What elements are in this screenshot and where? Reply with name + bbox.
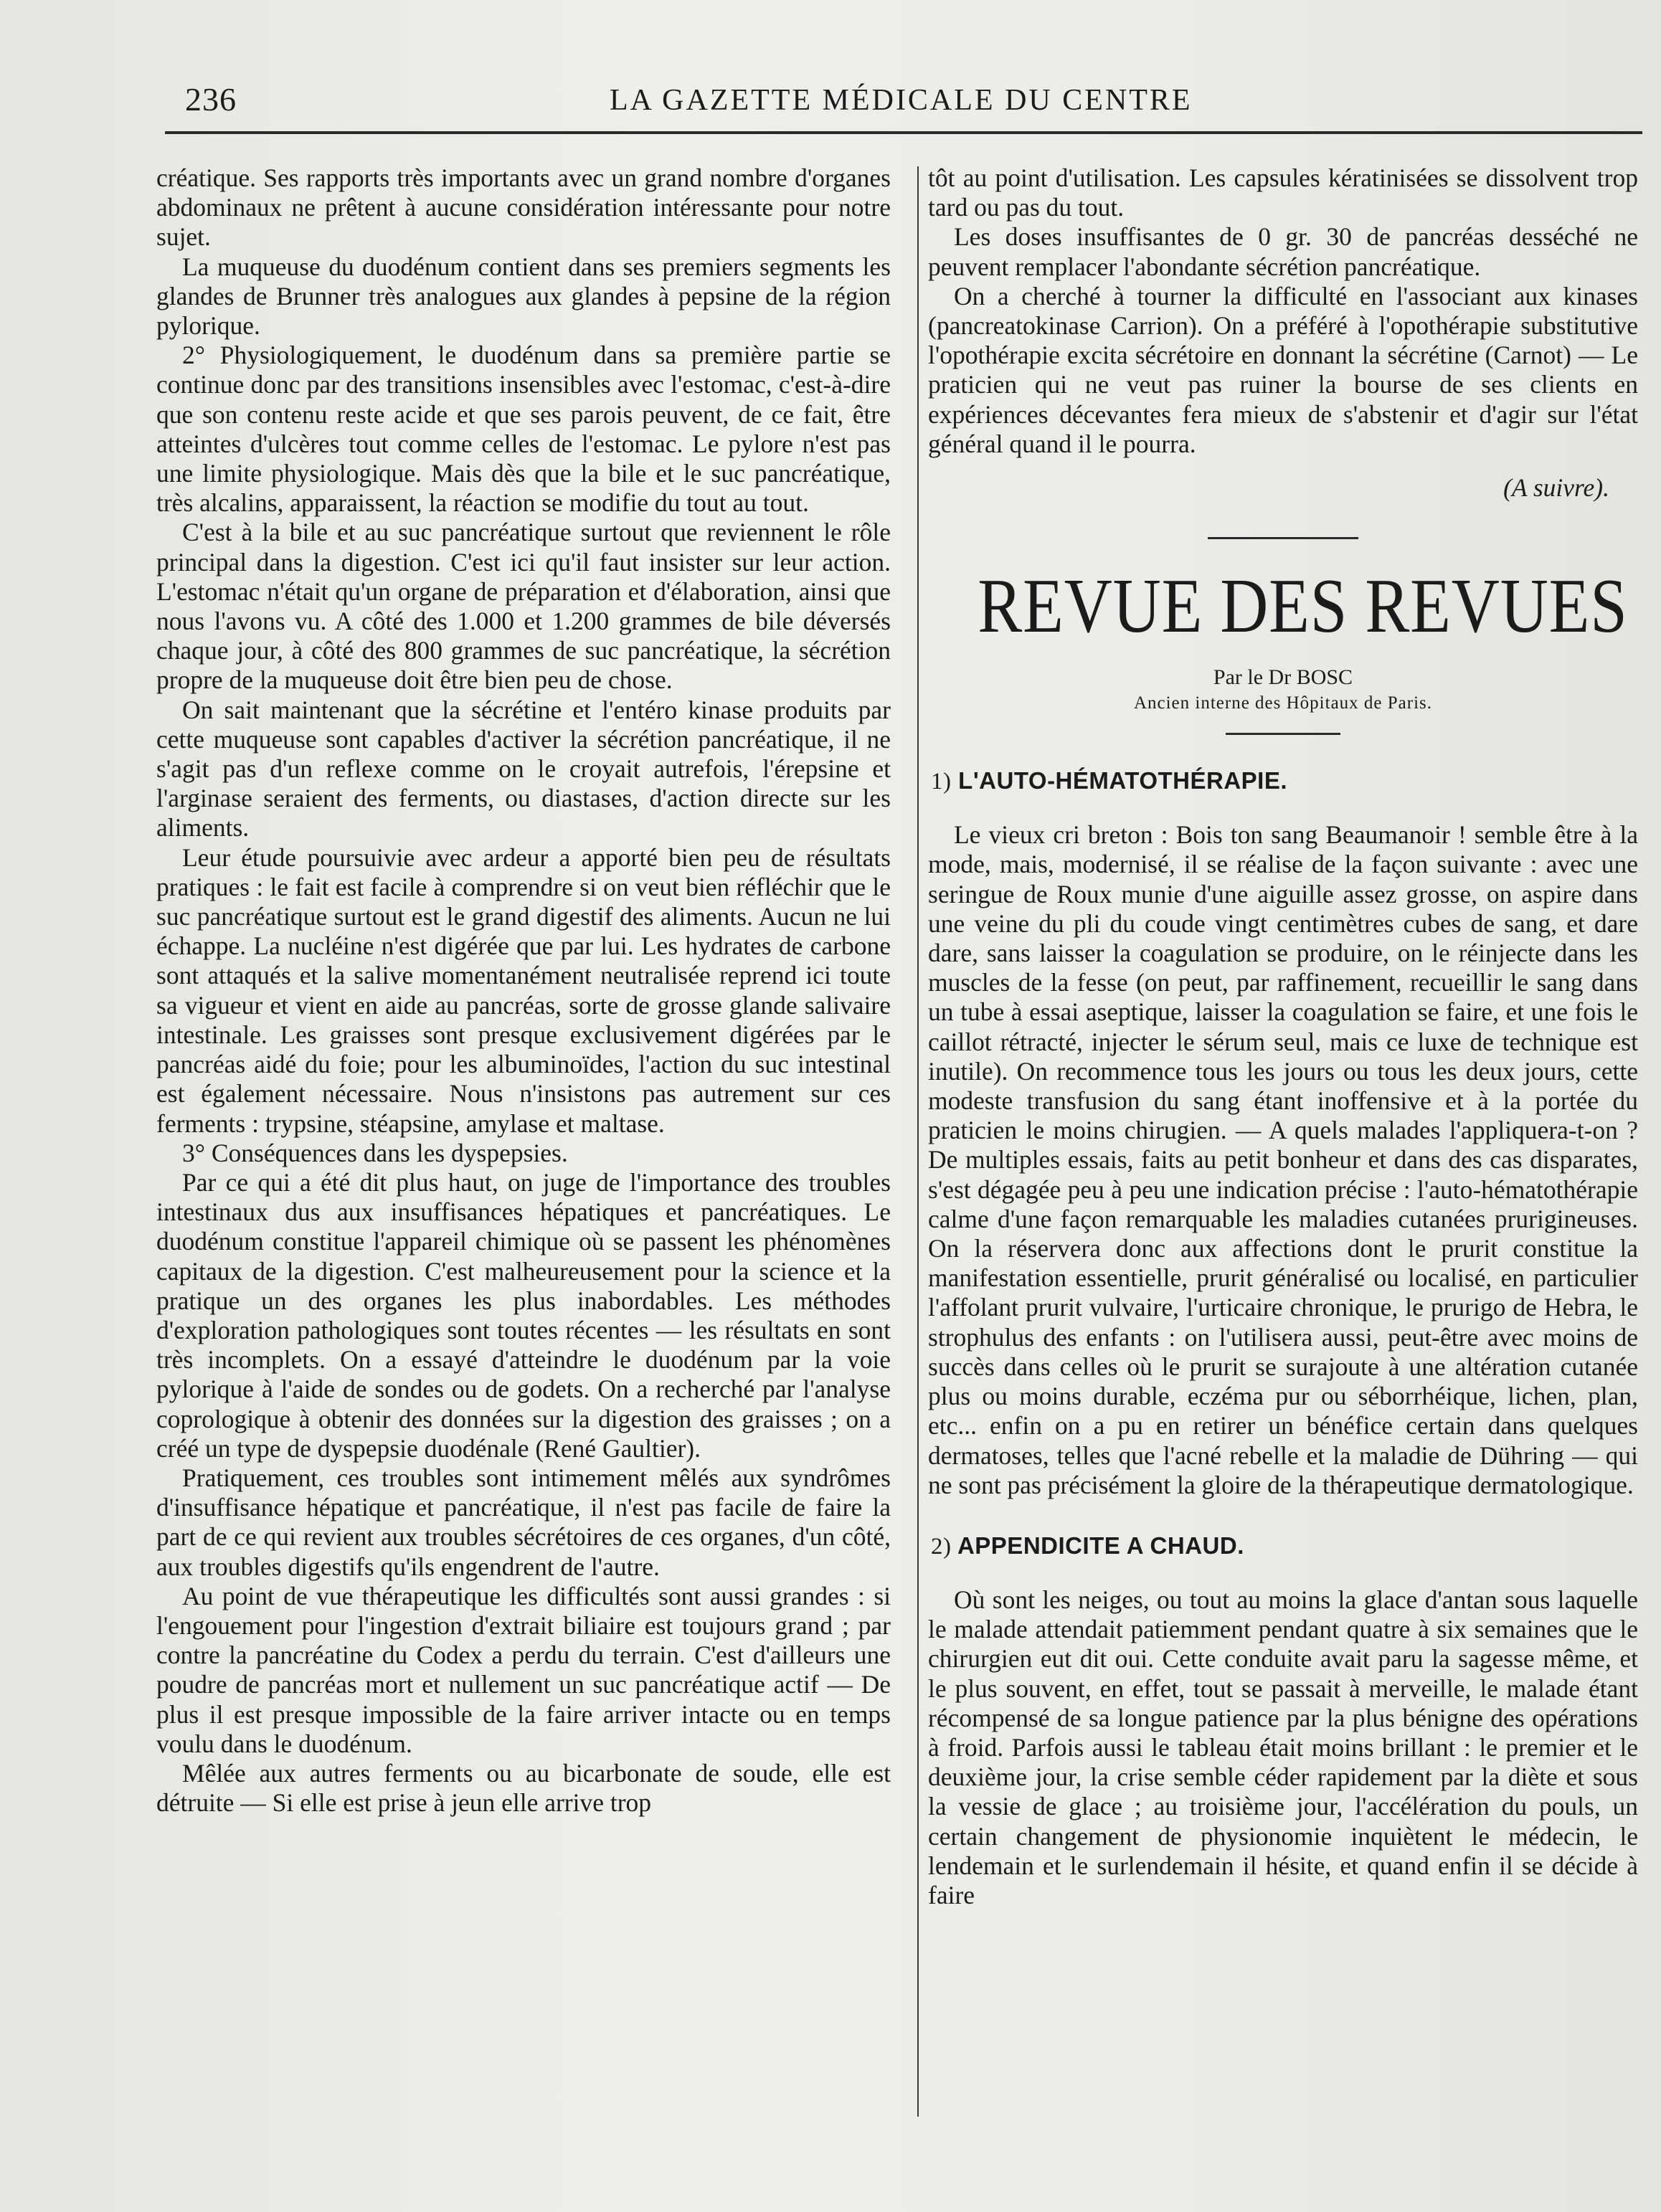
page-header	[165, 80, 1642, 123]
section-rule	[1208, 537, 1358, 539]
section-heading-1	[931, 766, 1638, 796]
section-number: 1)	[931, 769, 952, 795]
paragraph: Où sont les neiges, ou tout au moins la glace d'antan sous laquelle le malade attendait patiemment pendant quatre à six semaines que le chirurgien eut dit oui. Cette conduite avait paru la sagesse même, et le plus souvent, en effet, tout se passait à merveille, le malade étant récompensé de sa longue patience par la plus bénigne des opérations à froid. Parfois aussi le tableau était moins brillant : le premier et le deuxième jour, la crise semble céder rapidement par la diète et sous la vessie de glace ; au troisième jour, l'accélération du pouls, un certain changement de physionomie inquiètent le médecin, le lendemain et le surlendemain il hésite, et quand enfin il se décide à faire	[928, 1585, 1638, 1909]
section-heading-2	[931, 1532, 1638, 1561]
section-number: 2)	[931, 1533, 952, 1560]
paragraph: Leur étude poursuivie avec ardeur a apporté bien peu de résultats pratiques : le fait est facile à comprendre si on veut bien réfléchir que le suc pancréatique surtout est le grand digestif des aliments. Aucun ne lui échappe. La nucléine n'est digérée que par lui. Les hydrates de carbone sont attaqués et la salive momentanément neutralisée reprend ici toute sa vigueur et vient en aide au pancréas, sorte de grosse glande salivaire intestinale. Les graisses sont presque exclusivement digérées par le pancréas aidé du foie; pour les albuminoïdes, l'action du suc intestinal est également nécessaire. Nous n'insistons pas autrement sur ces ferments : trypsine, stéapsine, amylase et maltase.	[156, 842, 891, 1138]
byline: Par le Dr BOSC	[1213, 665, 1353, 690]
section-title: L'AUTO-HÉMATOTHÉRAPIE.	[958, 767, 1288, 794]
column-divider	[917, 166, 919, 2117]
subsection-heading: 3° Conséquences dans les dyspepsies.	[182, 1138, 568, 1167]
paragraph: La muqueuse du duodénum contient dans ses premiers segments les glandes de Brunner très analogues aux glandes à pepsine de la région pylorique.	[156, 252, 891, 341]
section-title: APPENDICITE A CHAUD.	[957, 1532, 1244, 1559]
paragraph: Pratiquement, ces troubles sont intimement mêlés aux syndrômes d'insuffisance hépatique et pancréatique, il n'est pas facile de faire la part de ce qui revient aux troubles sécrétoires de ces organes, d'un côté, aux troubles digestifs qu'ils engendrent de l'autre.	[156, 1463, 891, 1581]
paragraph: On sait maintenant que la sécrétine et l'entéro kinase produits par cette muqueuse sont capables d'activer la sécrétion pancréatique, il ne s'agit pas d'un reflexe comme on le croyait autrefois, l'érepsine et l'arginase seraient des ferments, ou diastases, d'action directe sur les aliments.	[156, 695, 891, 842]
right-column	[928, 163, 1638, 1910]
page-number: 236	[185, 81, 237, 118]
paragraph: 2° Physiologiquement, le duodénum dans sa première partie se continue donc par des transitions insensibles avec l'estomac, c'est-à-dire que son contenu reste acide et que ses parois peuvent, de ce fait, être atteintes d'ulcères tout comme celles de l'estomac. Le pylore n'est pas une limite physiologique. Mais dès que la bile et le suc pancréatique, très alcalins, apparaissent, la réaction se modifie du tout au tout.	[156, 341, 891, 518]
running-title: LA GAZETTE MÉDICALE DU CENTRE	[610, 84, 1193, 117]
paragraph: tôt au point d'utilisation. Les capsules kératinisées se dissolvent trop tard ou pas du tout.	[928, 163, 1638, 222]
paragraph: On a cherché à tourner la difficulté en l'associant aux kinases (pancreatokinase Carrion). On a préféré à l'opothérapie substitutive l'opothérapie excita sécrétoire en donnant la sécrétine (Carnot) — Le praticien qui ne veut pas ruiner la bourse de ses clients en expériences décevantes fera mieux de s'abstenir et d'agir sur l'état général quand il le pourra.	[928, 281, 1638, 458]
author-affiliation: Ancien interne des Hôpitaux de Paris.	[1133, 693, 1433, 713]
to-follow-note: (A suivre).	[1503, 473, 1609, 503]
header-rule	[165, 131, 1642, 134]
paragraph: Au point de vue thérapeutique les difficultés sont aussi grandes : si l'engouement pour l'ingestion d'extrait biliaire est toujours grand ; par contre la pancréatine du Codex a perdu du terrain. C'est d'ailleurs une poudre de pancréas mort et nullement un suc pancréatique actif — De plus il est presque impossible de la faire arriver intacte ou en temps voulu dans le duodénum.	[156, 1581, 891, 1758]
review-title: REVUE DES REVUES	[978, 564, 1628, 650]
paragraph: Par ce qui a été dit plus haut, on juge de l'importance des troubles intestinaux dus aux insuffisances hépatiques et pancréatiques. Le duodénum constitue l'appareil chimique où se passent les phénomènes capitaux de la digestion. C'est malheureusement pour la science et la pratique un des organes les plus inabordables. Les méthodes d'exploration pathologiques sont toutes récentes — les résultats en sont très incomplets. On a essayé d'atteindre le duodénum par la voie pylorique à l'aide de sondes ou de godets. On a recherché par l'analyse coprologique à obtenir des données sur la digestion des graisses ; on a créé un type de dyspepsie duodénale (René Gaultier).	[156, 1167, 891, 1463]
byline-rule	[1226, 733, 1340, 735]
paragraph: Les doses insuffisantes de 0 gr. 30 de pancréas desséché ne peuvent remplacer l'abondante sécrétion pancréatique.	[928, 222, 1638, 281]
paragraph: Mêlée aux autres ferments ou au bicarbonate de soude, elle est détruite — Si elle est prise à jeun elle arrive trop	[156, 1758, 891, 1818]
paragraph: Le vieux cri breton : Bois ton sang Beaumanoir ! semble être à la mode, mais, modernisé, il se réalise de la façon suivante : avec une seringue de Roux munie d'une aiguille assez grosse, on aspire dans une veine du pli du coude vingt centimètres cubes de sang, et dare dare, sans laisser la coagulation se produire, on le réinjecte dans les muscles de la fesse (on peut, par raffinement, recueillir le sang dans un tube à essai aseptique, laisser la coagulation se faire, et une fois le caillot rétracté, injecter le sérum seul, mais ce luxe de technique est inutile). On recommence tous les jours ou tous les deux jours, cette modeste transfusion du sang étant inoffensive et à la portée du praticien le moins chirugien. — A quels malades l'appliquera-t-on ? De multiples essais, faits au petit bonheur et dans des cas disparates, s'est dégagée peu à peu une indication précise : l'auto-hématothérapie calme d'une façon remarquable les maladies cutanées prurigineuses. On la réservera donc aux affections dont le prurit constitue la manifestation essentielle, prurit généralisé ou localisé, en particulier l'affolant prurit vulvaire, l'urticaire chronique, le prurigo de Hebra, le strophulus des enfants : on l'utilisera aussi, peut-être avec moins de succès dans celles où le prurit se surajoute à une altération cutanée plus ou moins durable, eczéma pur ou séborrhéique, lichen, plan, etc... enfin on a pu en retirer un bénéfice certain dans quelques dermatoses, telles que l'acné rebelle et la maladie de Dühring — qui ne sont pas précisément la gloire de la thérapeutique dermatologique.	[928, 820, 1638, 1499]
paragraph: C'est à la bile et au suc pancréatique surtout que reviennent le rôle principal dans la digestion. C'est ici qu'il faut insister sur leur action. L'estomac n'était qu'un organe de préparation et d'élaboration, ainsi que nous l'avons vu. A côté des 1.000 et 1.200 grammes de bile déversés chaque jour, à côté des 800 grammes de suc pancréatique, la sécrétion propre de la muqueuse doit être bien peu de chose.	[156, 518, 891, 695]
paragraph: créatique. Ses rapports très importants avec un grand nombre d'organes abdominaux ne prêtent à aucune considération intéressante pour notre sujet.	[156, 163, 891, 252]
left-column	[156, 163, 891, 1818]
